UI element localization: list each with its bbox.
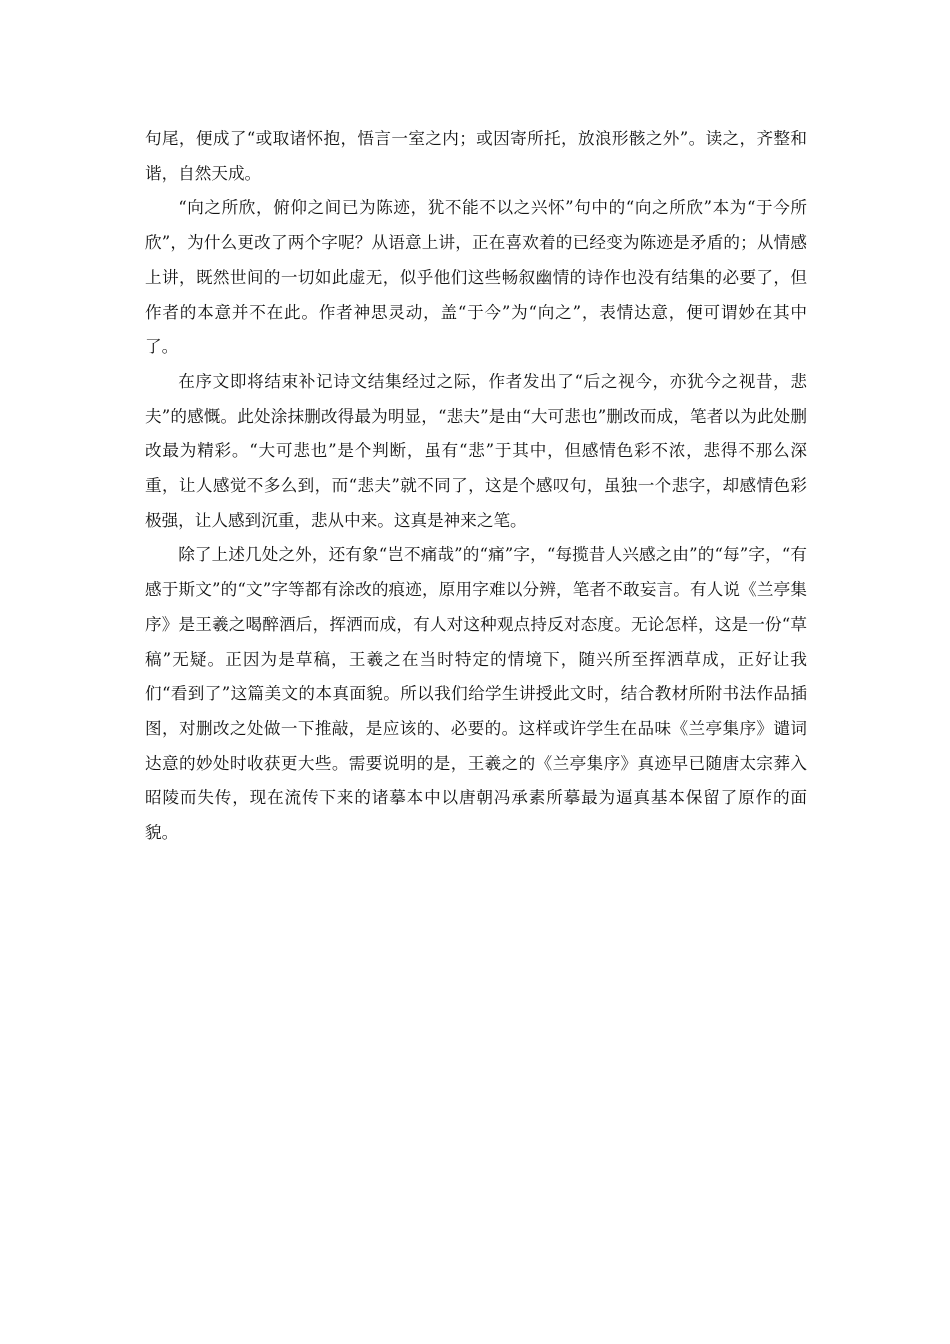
paragraph-conclusion: 除了上述几处之外，还有象“岂不痛哉”的“痛”字，“每揽昔人兴感之由”的“每”字，“有感于斯文”的“文”字等都有涂改的痕迹，原用字难以分辨，笔者不敢妄言。有人说《兰亭集序》是王羲之喝醉酒后，挥洒而成，有人对这种观点持反对态度。无论怎样，这是一份“草稿”无疑。正因为是草稿，王羲之在当时特定的情境下，随兴所至挥洒草成，正好让我们“看到了”这篇美文的本真面貌。所以我们给学生讲授此文时，结合教材所附书法作品插图，对删改之处做一下推敲，是应该的、必要的。这样或许学生在品味《兰亭集序》谴词达意的妙处时收获更大些。需要说明的是，王羲之的《兰亭集序》真迹早已随唐太宗葬入昭陵而失传，现在流传下来的诸摹本中以唐朝冯承素所摹最为逼真基本保留了原作的面貌。 — [145, 545, 807, 843]
paragraph-xiang-zhi-suo-xin: “向之所欣，俯仰之间已为陈迹，犹不能不以之兴怀”句中的“向之所欣”本为“于今所欣”，为什么更改了两个字呢？从语意上讲，正在喜欢着的已经变为陈迹是矛盾的；从情感上讲，既然世间的一切如此虚无，似乎他们这些畅叙幽情的诗作也没有结集的必要了，但作者的本意并不在此。作者神思灵动，盖“于今”为“向之”，表情达意，便可谓妙在其中了。 — [145, 198, 807, 357]
paragraph-continuation: 句尾，便成了“或取诸怀抱，悟言一室之内；或因寄所托，放浪形骸之外”。读之，齐整和谐，自然天成。 — [145, 129, 807, 183]
paragraph-bei-fu: 在序文即将结束补记诗文结集经过之际，作者发出了“后之视今，亦犹今之视昔，悲夫”的感慨。此处涂抹删改得最为明显，“悲夫”是由“大可悲也”删改而成，笔者以为此处删改最为精彩。“大可悲也”是个判断，虽有“悲”于其中，但感情色彩不浓，悲得不那么深重，让人感觉不多么到，而“悲夫”就不同了，这是个感叹句，虽独一个悲字，却感情色彩极强，让人感到沉重，悲从中来。这真是神来之笔。 — [145, 371, 807, 530]
article-body — [145, 122, 807, 851]
